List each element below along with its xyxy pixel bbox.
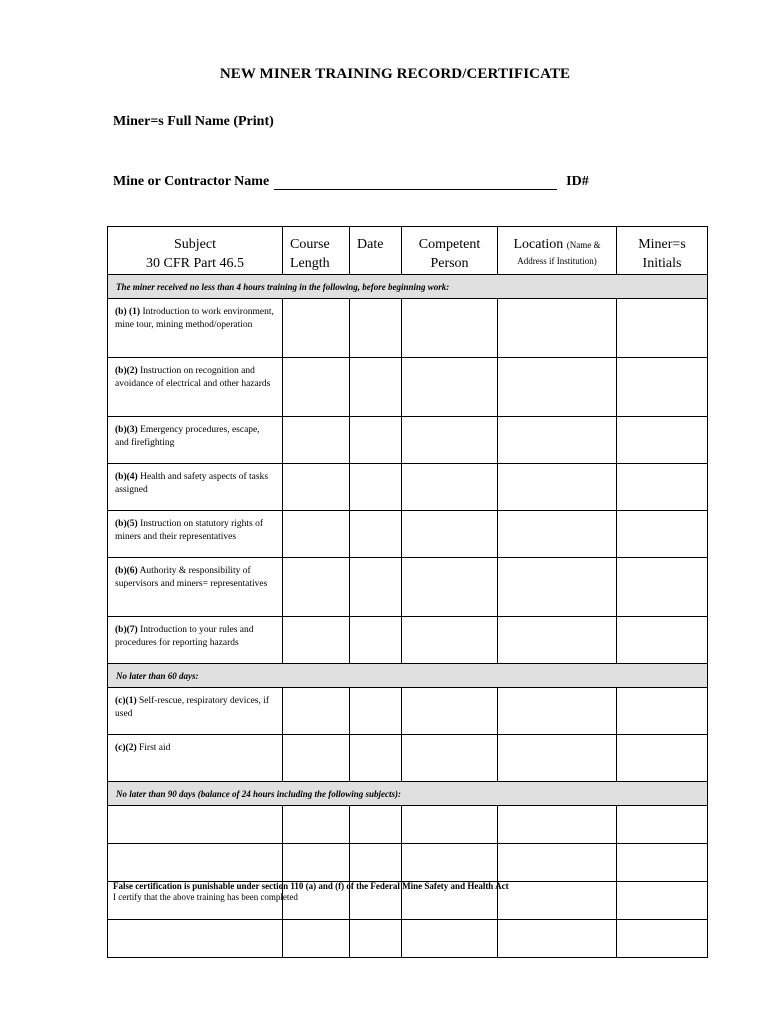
date-cell[interactable] bbox=[350, 735, 402, 782]
course-length-cell[interactable] bbox=[283, 844, 350, 882]
initials-cell[interactable] bbox=[617, 882, 708, 920]
miner-name-label: Miner=s Full Name (Print) bbox=[113, 114, 274, 129]
location-cell[interactable] bbox=[498, 688, 617, 735]
mine-contractor-label: Mine or Contractor Name bbox=[113, 174, 270, 189]
course-length-cell[interactable] bbox=[283, 299, 350, 358]
location-cell[interactable] bbox=[498, 882, 617, 920]
course-length-cell[interactable] bbox=[283, 920, 350, 958]
competent-person-cell[interactable] bbox=[402, 417, 498, 464]
subject-cell: (c)(1) Self-rescue, respiratory devices, if used bbox=[108, 688, 283, 735]
competent-person-cell[interactable] bbox=[402, 617, 498, 664]
date-cell[interactable] bbox=[350, 417, 402, 464]
header-competent-person: Competent Person bbox=[402, 227, 498, 275]
table-row bbox=[108, 688, 708, 735]
section-band-before-work: The miner received no less than 4 hours training in the following, before beginning work: bbox=[108, 275, 708, 299]
course-length-cell[interactable] bbox=[283, 511, 350, 558]
course-length-cell[interactable] bbox=[283, 806, 350, 844]
date-cell[interactable] bbox=[350, 299, 402, 358]
section-band-90-days: No later than 90 days (balance of 24 hours including the following subjects): bbox=[108, 782, 708, 806]
initials-cell[interactable] bbox=[617, 417, 708, 464]
location-cell[interactable] bbox=[498, 920, 617, 958]
mine-contractor-field[interactable] bbox=[113, 173, 713, 190]
date-cell[interactable] bbox=[350, 464, 402, 511]
competent-person-cell[interactable] bbox=[402, 844, 498, 882]
header-initials: Miner=s Initials bbox=[617, 227, 708, 275]
initials-cell[interactable] bbox=[617, 688, 708, 735]
date-cell[interactable] bbox=[350, 558, 402, 617]
subject-cell: (b)(7) Introduction to your rules and procedures for reporting hazards bbox=[108, 617, 283, 664]
course-length-cell[interactable] bbox=[283, 735, 350, 782]
subject-cell: (c)(2) First aid bbox=[108, 735, 283, 782]
competent-person-cell[interactable] bbox=[402, 806, 498, 844]
subject-cell: (b) (1) Introduction to work environment, mine tour, mining method/operation bbox=[108, 299, 283, 358]
header-date: Date bbox=[350, 227, 402, 275]
header-location: Location (Name & Address if Institution) bbox=[498, 227, 617, 275]
table-row bbox=[108, 511, 708, 558]
footer bbox=[113, 881, 509, 903]
initials-cell[interactable] bbox=[617, 920, 708, 958]
course-length-cell[interactable] bbox=[283, 617, 350, 664]
location-cell[interactable] bbox=[498, 417, 617, 464]
subject-cell: (b)(3) Emergency procedures, escape, and firefighting bbox=[108, 417, 283, 464]
course-length-cell[interactable] bbox=[283, 688, 350, 735]
table-row bbox=[108, 920, 708, 958]
table-row bbox=[108, 464, 708, 511]
table-row bbox=[108, 358, 708, 417]
table-row bbox=[108, 617, 708, 664]
course-length-cell[interactable] bbox=[283, 358, 350, 417]
competent-person-cell[interactable] bbox=[402, 920, 498, 958]
subject-cell[interactable] bbox=[108, 920, 283, 958]
competent-person-cell[interactable] bbox=[402, 688, 498, 735]
date-cell[interactable] bbox=[350, 844, 402, 882]
initials-cell[interactable] bbox=[617, 299, 708, 358]
date-cell[interactable] bbox=[350, 358, 402, 417]
subject-cell[interactable] bbox=[108, 844, 283, 882]
competent-person-cell[interactable] bbox=[402, 735, 498, 782]
initials-cell[interactable] bbox=[617, 358, 708, 417]
subject-cell: (b)(2) Instruction on recognition and avoidance of electrical and other hazards bbox=[108, 358, 283, 417]
table-row bbox=[108, 299, 708, 358]
initials-cell[interactable] bbox=[617, 806, 708, 844]
table-row bbox=[108, 417, 708, 464]
initials-cell[interactable] bbox=[617, 511, 708, 558]
initials-cell[interactable] bbox=[617, 844, 708, 882]
page-title: NEW MINER TRAINING RECORD/CERTIFICATE bbox=[219, 66, 571, 82]
table-row bbox=[108, 735, 708, 782]
competent-person-cell[interactable] bbox=[402, 358, 498, 417]
section-band-60-days: No later than 60 days: bbox=[108, 664, 708, 688]
miner-name-field[interactable] bbox=[113, 114, 274, 130]
location-cell[interactable] bbox=[498, 558, 617, 617]
subject-cell: (b)(4) Health and safety aspects of tasks assigned bbox=[108, 464, 283, 511]
course-length-cell[interactable] bbox=[283, 417, 350, 464]
table-row bbox=[108, 806, 708, 844]
table-row bbox=[108, 844, 708, 882]
course-length-cell[interactable] bbox=[283, 558, 350, 617]
initials-cell[interactable] bbox=[617, 617, 708, 664]
competent-person-cell[interactable] bbox=[402, 511, 498, 558]
course-length-cell[interactable] bbox=[283, 464, 350, 511]
location-cell[interactable] bbox=[498, 299, 617, 358]
location-cell[interactable] bbox=[498, 464, 617, 511]
subject-cell: (b)(5) Instruction on statutory rights of miners and their representatives bbox=[108, 511, 283, 558]
initials-cell[interactable] bbox=[617, 735, 708, 782]
date-cell[interactable] bbox=[350, 688, 402, 735]
header-course-length: Course Length bbox=[283, 227, 350, 275]
competent-person-cell[interactable] bbox=[402, 464, 498, 511]
date-cell[interactable] bbox=[350, 617, 402, 664]
false-certification-warning: False certification is punishable under section 110 (a) and (f) of the Federal Mine Safety and Health Act bbox=[113, 881, 509, 891]
location-cell[interactable] bbox=[498, 735, 617, 782]
table-header-row bbox=[108, 227, 708, 275]
competent-person-cell[interactable] bbox=[402, 558, 498, 617]
date-cell[interactable] bbox=[350, 920, 402, 958]
date-cell[interactable] bbox=[350, 806, 402, 844]
certification-statement: I certify that the above training has been completed bbox=[113, 892, 298, 902]
initials-cell[interactable] bbox=[617, 558, 708, 617]
location-cell[interactable] bbox=[498, 844, 617, 882]
date-cell[interactable] bbox=[350, 511, 402, 558]
mine-contractor-line[interactable] bbox=[274, 173, 557, 190]
location-cell[interactable] bbox=[498, 511, 617, 558]
location-cell[interactable] bbox=[498, 617, 617, 664]
table-row bbox=[108, 558, 708, 617]
subject-cell: (b)(6) Authority & responsibility of supervisors and miners= representatives bbox=[108, 558, 283, 617]
training-record-table bbox=[107, 226, 708, 958]
id-label: ID# bbox=[566, 174, 589, 189]
location-cell[interactable] bbox=[498, 358, 617, 417]
competent-person-cell[interactable] bbox=[402, 299, 498, 358]
initials-cell[interactable] bbox=[617, 464, 708, 511]
header-subject: Subject 30 CFR Part 46.5 bbox=[108, 227, 283, 275]
location-cell[interactable] bbox=[498, 806, 617, 844]
subject-cell[interactable] bbox=[108, 806, 283, 844]
